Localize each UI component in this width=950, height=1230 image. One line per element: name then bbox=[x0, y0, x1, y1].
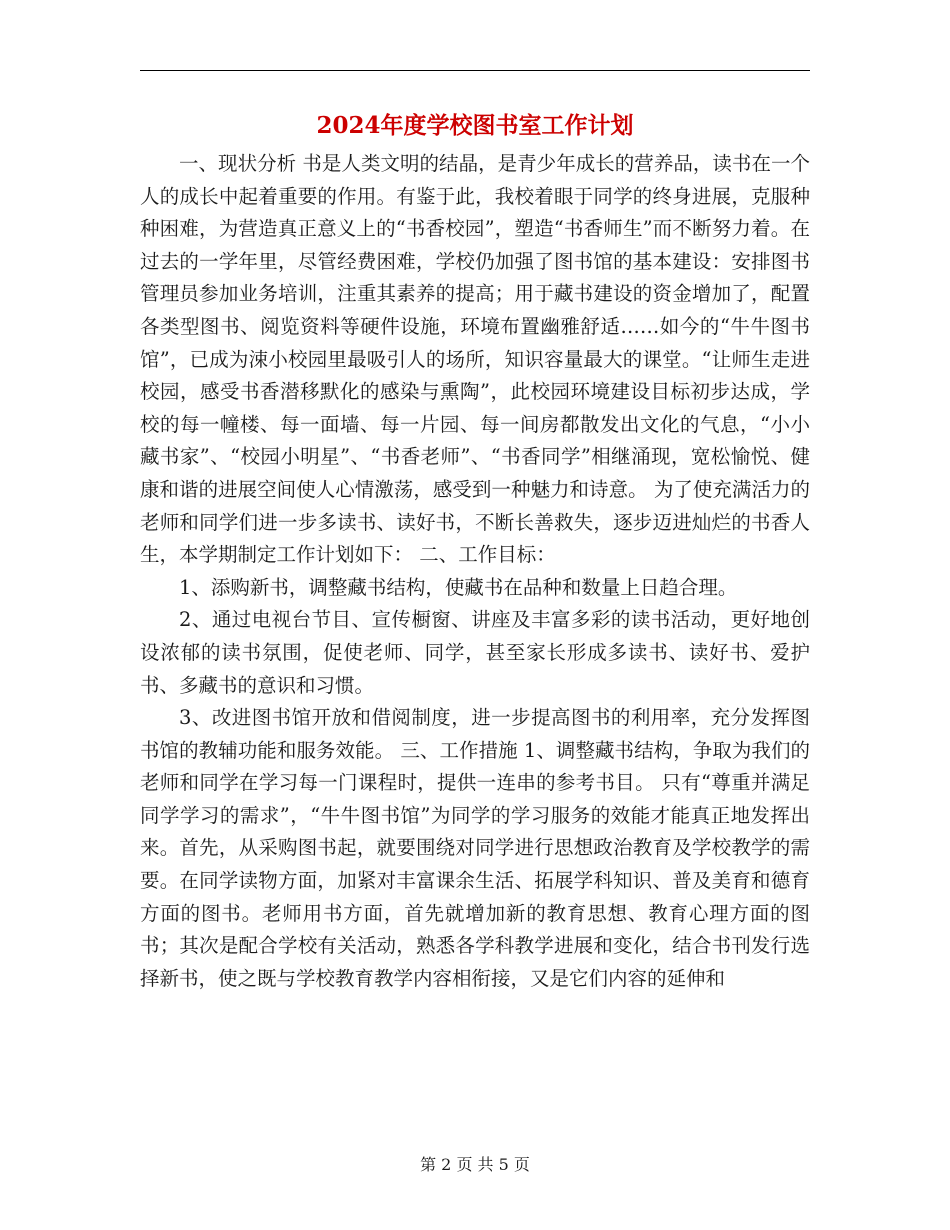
document-title: 2024年度学校图书室工作计划 bbox=[316, 112, 634, 139]
header-rule bbox=[140, 70, 810, 71]
paragraph-status-analysis: 一、现状分析 书是人类文明的结晶，是青少年成长的营养品，读书在一个人的成长中起着重要的作用。有鉴于此，我校着眼于同学的终身进展，克服种种困难，为营造真正意义上的“书香校园”，塑造“书香师生”而不断努力着。在过去的一学年里，尽管经费困难，学校仍加强了图书馆的基本建设：安排图书管理员参加业务培训，注重其素养的提高；用于藏书建设的资金增加了，配置各类型图书、阅览资料等硬件设施，环境布置幽雅舒适……如今的“牛牛图书馆”，已成为涑小校园里最吸引人的场所，知识容量最大的课堂。“让师生走进校园，感受书香潜移默化的感染与熏陶”，此校园环境建设目标初步达成，学校的每一幢楼、每一面墙、每一片园、每一间房都散发出文化的气息，“小小藏书家”、“校园小明星”、“书香老师”、“书香同学”相继涌现，宽松愉悦、健康和谐的进展空间使人心情激荡，感受到一种魅力和诗意。 为了使充满活力的老师和同学们进一步多读书、读好书，不断长善救失，逐步迈进灿烂的书香人生，本学期制定工作计划如下： 二、工作目标： bbox=[140, 152, 810, 567]
paragraph-goal-3-measures: 3、改进图书馆开放和借阅制度，进一步提高图书的利用率，充分发挥图书馆的教辅功能和服务效能。 三、工作措施 1、调整藏书结构，争取为我们的老师和同学在学习每一门课程时，提供一连串的参考书目。 只有“尊重并满足同学学习的需求”，“牛牛图书馆”为同学的学习服务的效能才能真正地发挥出来。首先，从采购图书起，就要围绕对同学进行思想政治教育及学校教学的需要。在同学读物方面，加紧对丰富课余生活、拓展学科知识、普及美育和德育方面的图书。老师用书方面，首先就增加新的教育思想、教育心理方面的图书；其次是配合学校有关活动，熟悉各学科教学进展和变化，结合书刊发行选择新书，使之既与学校教育教学内容相衔接，又是它们内容的延伸和 bbox=[140, 706, 810, 990]
paragraph-goal-2: 2、通过电视台节目、宣传橱窗、讲座及丰富多彩的读书活动，更好地创设浓郁的读书氛围，促使老师、同学，甚至家长形成多读书、读好书、爱护书、多藏书的意识和习惯。 bbox=[140, 608, 810, 697]
document-body bbox=[140, 148, 810, 995]
paragraph-goal-1: 1、添购新书，调整藏书结构，使藏书在品种和数量上日趋合理。 bbox=[179, 575, 738, 599]
page-number: 第 2 页 共 5 页 bbox=[420, 1155, 530, 1174]
